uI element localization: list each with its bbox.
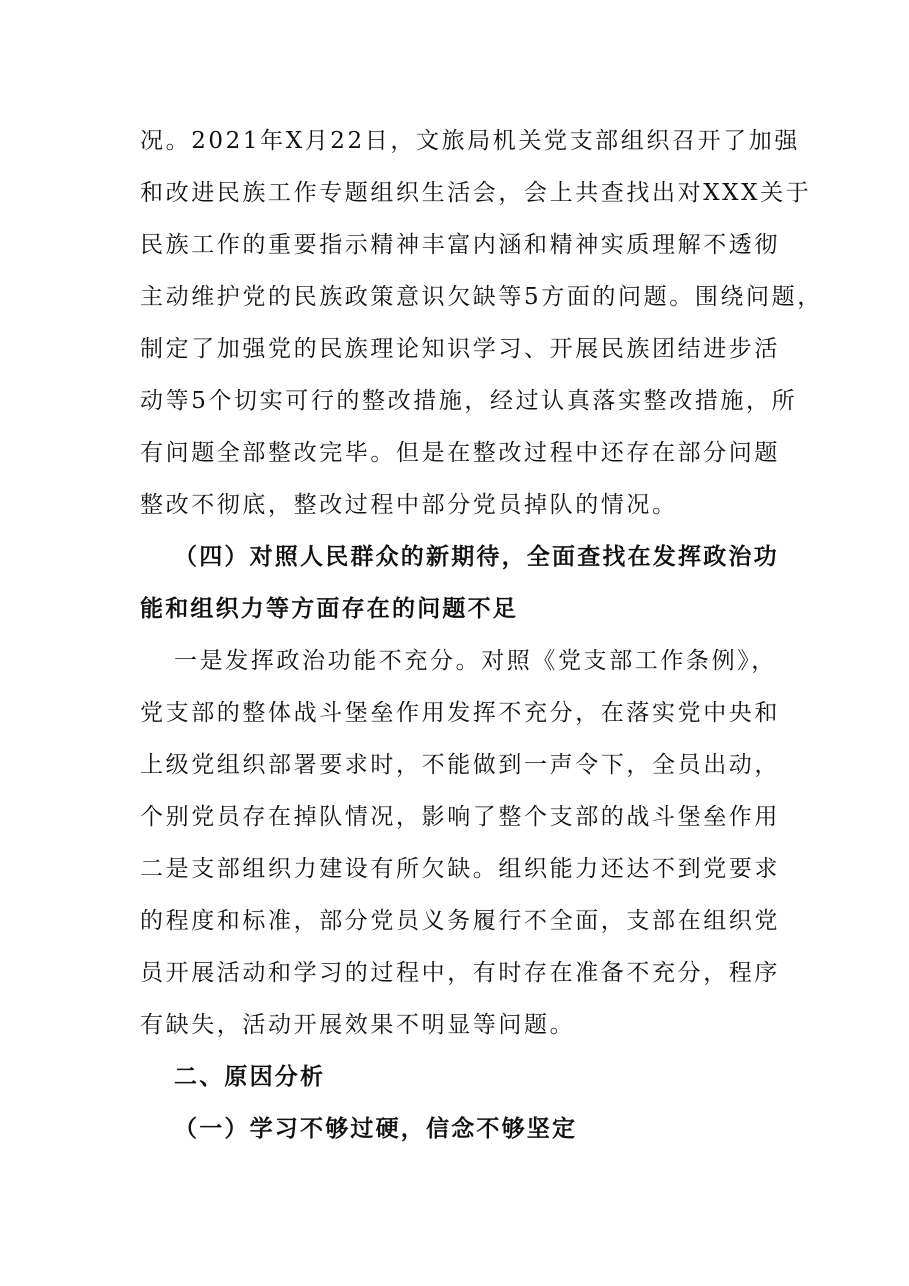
paragraph-line: 况。2021年X月22日，文旅局机关党支部组织召开了加强 [140, 128, 800, 154]
paragraph-line: 有缺失，活动开展效果不明显等问题。 [140, 1012, 576, 1038]
paragraph-line: 个别党员存在掉队情况，影响了整个支部的战斗堡垒作用 [140, 804, 780, 830]
paragraph-line: 民族工作的重要指示精神丰富内涵和精神实质理解不透彻 [140, 232, 780, 258]
paragraph-line: 党支部的整体战斗堡垒作用发挥不充分，在落实党中央和 [140, 700, 780, 726]
paragraph-line: 和改进民族工作专题组织生活会，会上共查找出对XXX关于 [140, 180, 812, 206]
paragraph-line: 一是发挥政治功能不充分。对照《党支部工作条例》， [174, 648, 777, 674]
paragraph-line: 的程度和标准，部分党员义务履行不全面，支部在组织党 [140, 908, 780, 934]
paragraph-line: 二是支部组织力建设有所欠缺。组织能力还达不到党要求 [140, 856, 780, 882]
paragraph-line: 制定了加强党的民族理论知识学习、开展民族团结进步活 [140, 336, 780, 362]
section-title: 二、原因分析 [174, 1064, 326, 1090]
paragraph-line: 有问题全部整改完毕。但是在整改过程中还存在部分问题 [140, 440, 780, 466]
section-heading-continued: 能和组织力等方面存在的问题不足 [140, 596, 518, 622]
paragraph-line: 动等5个切实可行的整改措施，经过认真落实整改措施，所 [140, 388, 798, 414]
subsection-heading: （一）学习不够过硬，信念不够坚定 [174, 1116, 578, 1142]
paragraph-line: 员开展活动和学习的过程中，有时存在准备不充分，程序 [140, 960, 780, 986]
paragraph-line: 主动维护党的民族政策意识欠缺等5方面的问题。围绕问题， [140, 284, 823, 310]
paragraph-line: 上级党组织部署要求时，不能做到一声令下，全员出动， [140, 752, 780, 778]
section-heading: （四）对照人民群众的新期待，全面查找在发挥政治功 [174, 544, 779, 570]
paragraph-line: 整改不彻底，整改过程中部分党员掉队的情况。 [140, 492, 678, 518]
